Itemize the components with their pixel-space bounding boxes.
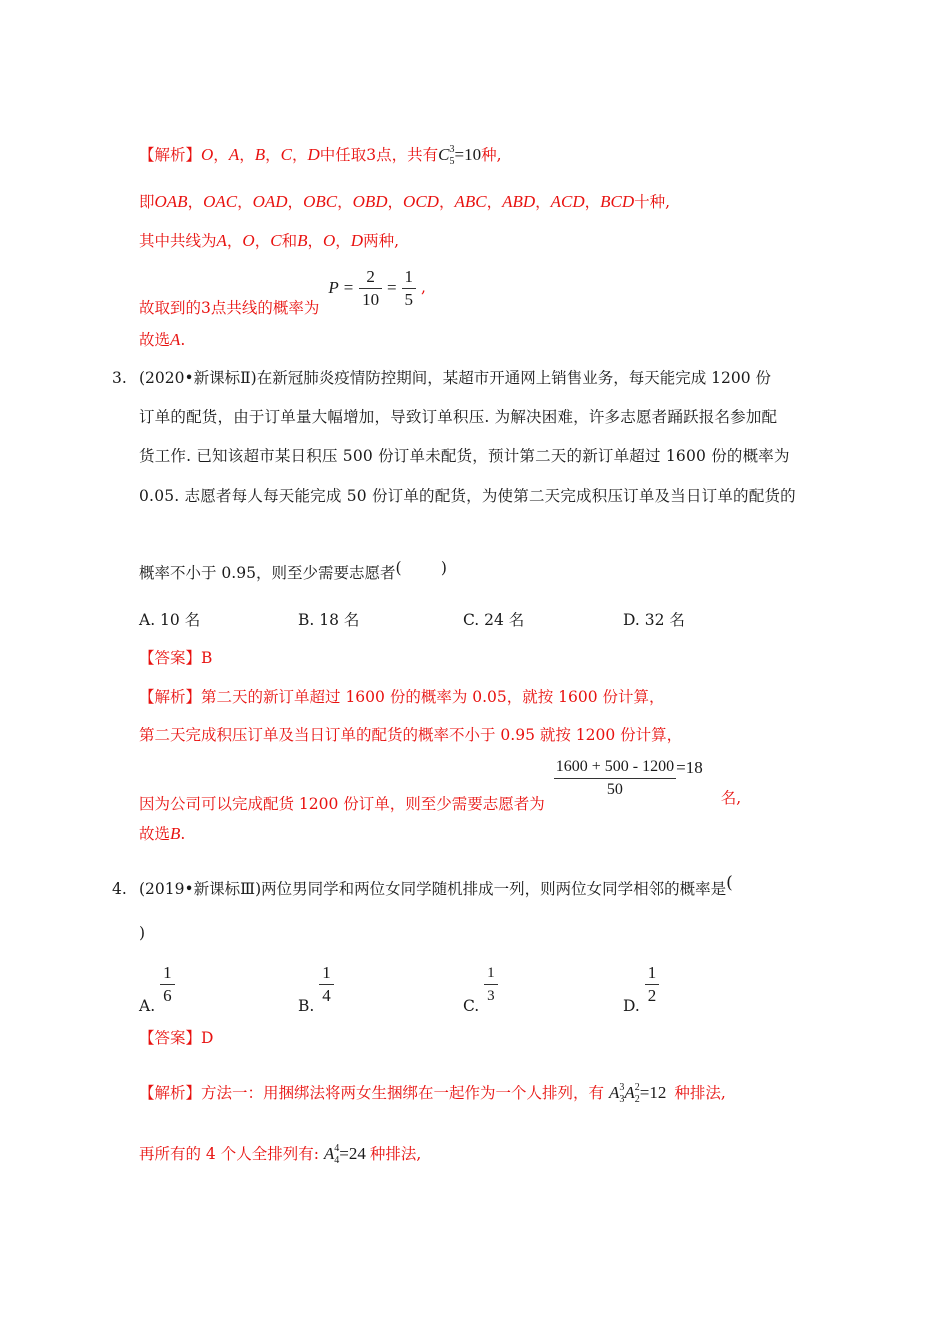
question-4-option-a: A. $\frac{1}{6}$ (139, 962, 175, 1007)
question-3-solution-line-1: 【解析】第二天的新订单超过 1600 份的概率为 0.05，就按 1600 份计算， (139, 688, 665, 706)
question-3-option-a: A. 10 名 (139, 611, 201, 629)
question-3-answer: 【答案】B (139, 649, 213, 667)
question-3-option-b: B. 18 名 (298, 611, 360, 629)
question-3-option-d: D. 32 名 (623, 611, 685, 629)
option-d-fraction: $\frac{1}{2}$ (645, 962, 660, 1007)
question-4-line-1: 4. (2019•新课标Ⅲ)两位男同学和两位女同学随机排成一列，则两位女同学相邻的概率是( (112, 873, 733, 898)
question-3-conclusion: 故选B. (139, 824, 186, 843)
solution-line-3: 其中共线为A，O，C和B，O，D两种, (139, 231, 399, 250)
solution-line-4: 故取到的3点共线的概率为 P = $\frac{2}{10}$ = $\frac{1}{5}$ , (139, 267, 426, 317)
question-4-answer: 【答案】D (139, 1029, 214, 1047)
question-3-option-c: C. 24 名 (463, 611, 525, 629)
solution-label: 【解析】 (139, 146, 202, 164)
question-3-number: 3. (112, 369, 127, 387)
option-b-fraction: $\frac{1}{4}$ (319, 962, 334, 1007)
probability-fraction-2: $\frac{1}{5}$ (402, 266, 417, 311)
option-a-fraction: $\frac{1}{6}$ (160, 962, 175, 1007)
question-3-line-4: 0.05. 志愿者每人每天能完成 50 份订单的配货，为使第二天完成积压订单及当日订单的配货的 (139, 487, 796, 505)
answer-paren: ( ) (395, 559, 447, 577)
arrangement-formula-2: $A^4_4$ (323, 1143, 340, 1166)
question-3-solution-line-3: 因为公司可以完成配货 1200 份订单，则至少需要志愿者为 $\frac{1600 + 500 - 1200}{50}$ =18名, (139, 757, 742, 813)
question-4-line-2: ) (139, 924, 146, 942)
question-3-solution-line-2: 第二天完成积压订单及当日订单的配货的概率不小于 0.95 就按 1200 份计算， (139, 726, 683, 744)
question-4-option-d: D. $\frac{1}{2}$ (623, 962, 659, 1007)
solution-line-2: 即OAB，OAC，OAD，OBC，OBD，OCD，ABC，ABD，ACD，BCD十种, (139, 192, 671, 211)
question-3-line-1: 3. (2020•新课标Ⅱ)在新冠肺炎疫情防控期间，某超市开通网上销售业务，每天能完成 1200 份 (112, 369, 772, 387)
combination-formula: $C^3_5$ (438, 144, 455, 167)
solution-line-1: 【解析】O，A，B，C，D中任取3点，共有$C^3_5=10$种, (139, 144, 502, 167)
volunteer-fraction: $\frac{1600 + 500 - 1200}{50}$ (555, 758, 675, 798)
question-3-line-2: 订单的配货，由于订单量大幅增加，导致订单积压. 为解决困难，许多志愿者踊跃报名参加配 (139, 408, 778, 426)
question-4-option-c: C. $\frac{1}{3}$ (463, 962, 498, 1007)
probability-fraction-1: $\frac{2}{10}$ (359, 266, 382, 311)
arrangement-formula-1: $A^3_3A^2_2$ (608, 1082, 640, 1105)
question-3-line-3: 货工作. 已知该超市某日积压 500 份订单未配货，预计第二天的新订单超过 1600 份的概率为 (139, 447, 790, 465)
question-4-number: 4. (112, 880, 127, 898)
option-c-fraction: $\frac{1}{3}$ (484, 962, 498, 1007)
question-4-solution-line-1: 【解析】方法一：用捆绑法将两女生捆绑在一起作为一个人排列，有 $A^3_3A^2_2=12$ 种排法, (139, 1082, 726, 1105)
question-4-solution-line-2: 再所有的 4 个人全排列有: $A^4_4=24$ 种排法, (139, 1143, 422, 1166)
question-3-line-5: 概率不小于 0.95，则至少需要志愿者( ) (139, 559, 447, 582)
solution-conclusion: 故选A. (139, 330, 186, 349)
question-4-option-b: B. $\frac{1}{4}$ (298, 962, 334, 1007)
